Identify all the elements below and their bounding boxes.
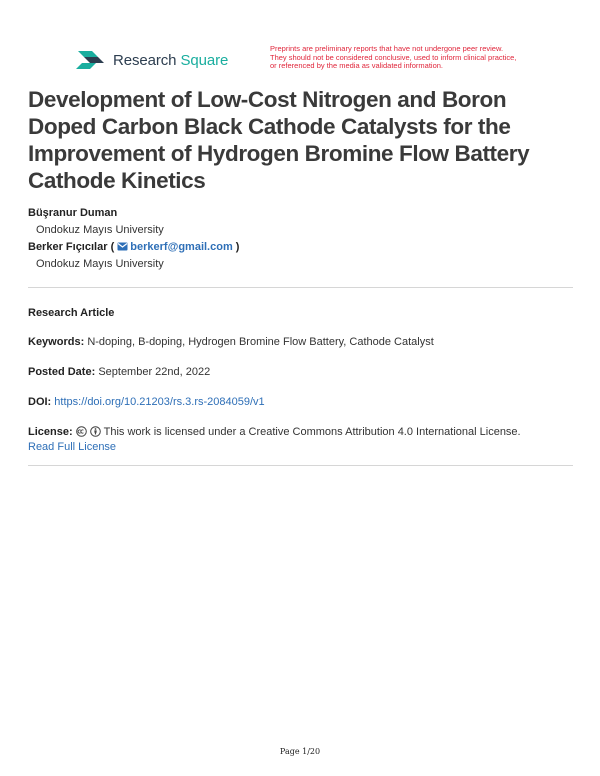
logo-wordmark (113, 52, 228, 69)
doi-link[interactable]: https://doi.org/10.21203/rs.3.rs-2084059/v1 (54, 396, 265, 408)
author-name: Berker Fıçıcılar (28, 241, 108, 253)
title-line: Development of Low-Cost Nitrogen and Boron (28, 87, 507, 112)
disclaimer-line: or referenced by the media as validated information. (270, 61, 444, 70)
disclaimer-line: They should not be considered conclusive, used to inform clinical practice, (270, 52, 517, 62)
title-line: Cathode Kinetics (28, 168, 206, 193)
title-line: Doped Carbon Black Cathode Catalysts for the (28, 114, 511, 139)
doi-row (28, 396, 265, 408)
article-type (28, 307, 114, 319)
license-text: This work is licensed under a Creative Commons Attribution 4.0 International License. (103, 426, 521, 438)
author-email-wrapper (111, 241, 240, 253)
author-affiliation: Ondokuz Mayıs University (36, 258, 164, 270)
keywords-label: Keywords: (28, 336, 85, 348)
keywords-row (28, 336, 434, 348)
author-block (28, 239, 239, 256)
divider (28, 287, 573, 288)
divider (28, 465, 573, 466)
license-label: License: (28, 426, 73, 438)
posted-date-row (28, 366, 210, 378)
author-affiliation: Ondokuz Mayıs University (36, 224, 164, 236)
research-square-mark-icon (76, 48, 106, 72)
read-full-license-link[interactable]: Read Full License (28, 441, 117, 453)
author-list (28, 205, 239, 273)
disclaimer-line: Preprints are preliminary reports that have not undergone peer review. (270, 44, 504, 53)
article-type-value: Research Article (28, 307, 115, 319)
posted-date-value: September 22nd, 2022 (98, 366, 211, 378)
paper-title (28, 86, 580, 194)
title-line: Improvement of Hydrogen Bromine Flow Battery (28, 141, 530, 166)
email-open-paren: ( (110, 241, 115, 253)
keywords-value: N-doping, B-doping, Hydrogen Bromine Flow Battery, Cathode Catalyst (87, 336, 434, 348)
logo-text-square: Square (180, 51, 229, 69)
logo-text-research: Research (113, 51, 177, 69)
posted-date-label: Posted Date: (28, 366, 96, 378)
license-row (28, 426, 521, 453)
research-square-logo[interactable] (76, 46, 228, 74)
page-number: Page 1/20 (279, 747, 321, 756)
mail-icon (117, 242, 128, 251)
doi-label: DOI: (28, 396, 52, 408)
attribution-icon (90, 426, 101, 437)
email-close-paren: ) (235, 241, 240, 253)
author-name: Büşranur Duman (28, 207, 118, 219)
creative-commons-icon (76, 426, 87, 437)
author-email-link[interactable]: berkerf@gmail.com (130, 241, 233, 253)
preprint-disclaimer (270, 45, 570, 71)
